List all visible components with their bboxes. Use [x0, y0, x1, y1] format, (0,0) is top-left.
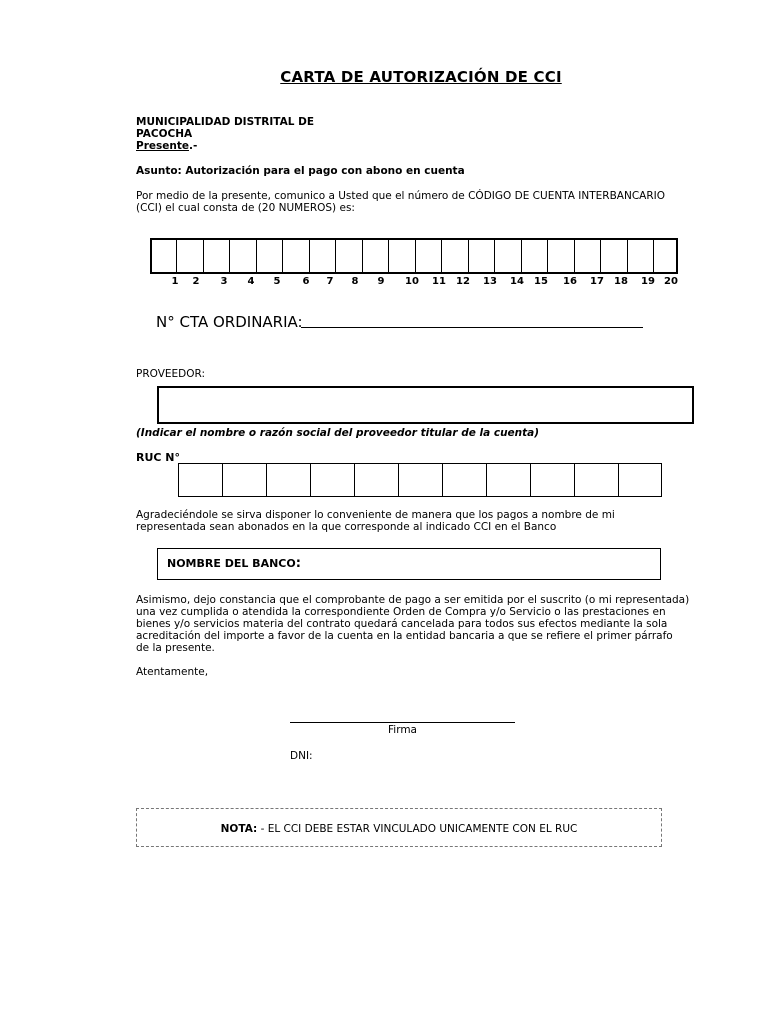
presente-suffix: .-: [188, 140, 198, 152]
cci-number: 2: [192, 276, 200, 287]
cci-number: 8: [351, 276, 359, 287]
cci-number: 1: [171, 276, 179, 287]
cci-number: 3: [220, 276, 228, 287]
ruc-grid[interactable]: [178, 463, 662, 497]
banco-label: [167, 556, 301, 571]
cci-grid[interactable]: [150, 238, 678, 274]
proveedor-label: PROVEEDOR:: [136, 368, 206, 380]
cta-ordinaria-label: N° CTA ORDINARIA:: [156, 313, 303, 331]
cci-number: 19: [641, 276, 655, 287]
cci-number: 17: [590, 276, 604, 287]
ruc-label: RUC N°: [136, 451, 181, 464]
cci-number: 16: [563, 276, 577, 287]
cta-ordinaria-field[interactable]: [301, 327, 643, 328]
cci-number: 14: [510, 276, 524, 287]
intro-line2: (CCI) el cual consta de (20 NUMEROS) es:: [136, 202, 355, 214]
agradecimiento-line2: representada sean abonados en la que corresponde al indicado CCI en el Banco: [136, 521, 557, 533]
nota-body: - EL CCI DEBE ESTAR VINCULADO UNICAMENTE CON EL RUC: [257, 823, 578, 835]
banco-label-text: NOMBRE DEL BANCO: [167, 557, 296, 570]
asimismo-line1: Asimismo, dejo constancia que el comprobante de pago a ser emitida por el suscrito (o mi representada): [136, 594, 690, 606]
addressee-line2: PACOCHA: [136, 128, 193, 140]
dni-label: DNI:: [290, 750, 313, 762]
cci-number: 11: [432, 276, 446, 287]
asimismo-line4: acreditación del importe a favor de la cuenta en la entidad bancaria a que se refiere el primer párrafo: [136, 630, 673, 642]
agradecimiento-line1: Agradeciéndole se sirva disponer lo conveniente de manera que los pagos a nombre de mi: [136, 509, 615, 521]
nota-label: NOTA:: [220, 823, 258, 835]
firma-label: Firma: [388, 724, 417, 736]
firma-line[interactable]: [290, 722, 515, 723]
atentamente: Atentamente,: [136, 666, 209, 678]
proveedor-note: (Indicar el nombre o razón social del proveedor titular de la cuenta): [136, 427, 540, 439]
presente-line: [136, 140, 197, 153]
presente-word: Presente: [136, 140, 189, 152]
cci-number: 12: [456, 276, 470, 287]
cci-number: 9: [377, 276, 385, 287]
cci-number: 15: [534, 276, 548, 287]
cci-number: 7: [326, 276, 334, 287]
cci-number: 13: [483, 276, 497, 287]
nota-text: [136, 823, 662, 835]
cci-number: 6: [302, 276, 310, 287]
cci-number: 18: [614, 276, 628, 287]
cci-number: 20: [664, 276, 678, 287]
proveedor-field[interactable]: [157, 386, 694, 424]
asunto: Asunto: Autorización para el pago con abono en cuenta: [136, 165, 465, 177]
addressee-line1: MUNICIPALIDAD DISTRITAL DE: [136, 116, 314, 128]
cci-number: 5: [273, 276, 281, 287]
document-title: CARTA DE AUTORIZACIÓN DE CCI: [280, 68, 562, 86]
asimismo-line2: una vez cumplida o atendida la correspondiente Orden de Compra y/o Servicio o las prestaciones en: [136, 606, 666, 618]
asimismo-line3: bienes y/o servicios materia del contrato quedará cancelada para todos sus efectos mediante la sola: [136, 618, 668, 630]
cci-number: 10: [405, 276, 419, 287]
cci-number: 4: [247, 276, 255, 287]
banco-colon: :: [295, 556, 301, 571]
asimismo-line5: de la presente.: [136, 642, 215, 654]
intro-line1: Por medio de la presente, comunico a Usted que el número de CÓDIGO DE CUENTA INTERBANCARIO: [136, 190, 666, 202]
